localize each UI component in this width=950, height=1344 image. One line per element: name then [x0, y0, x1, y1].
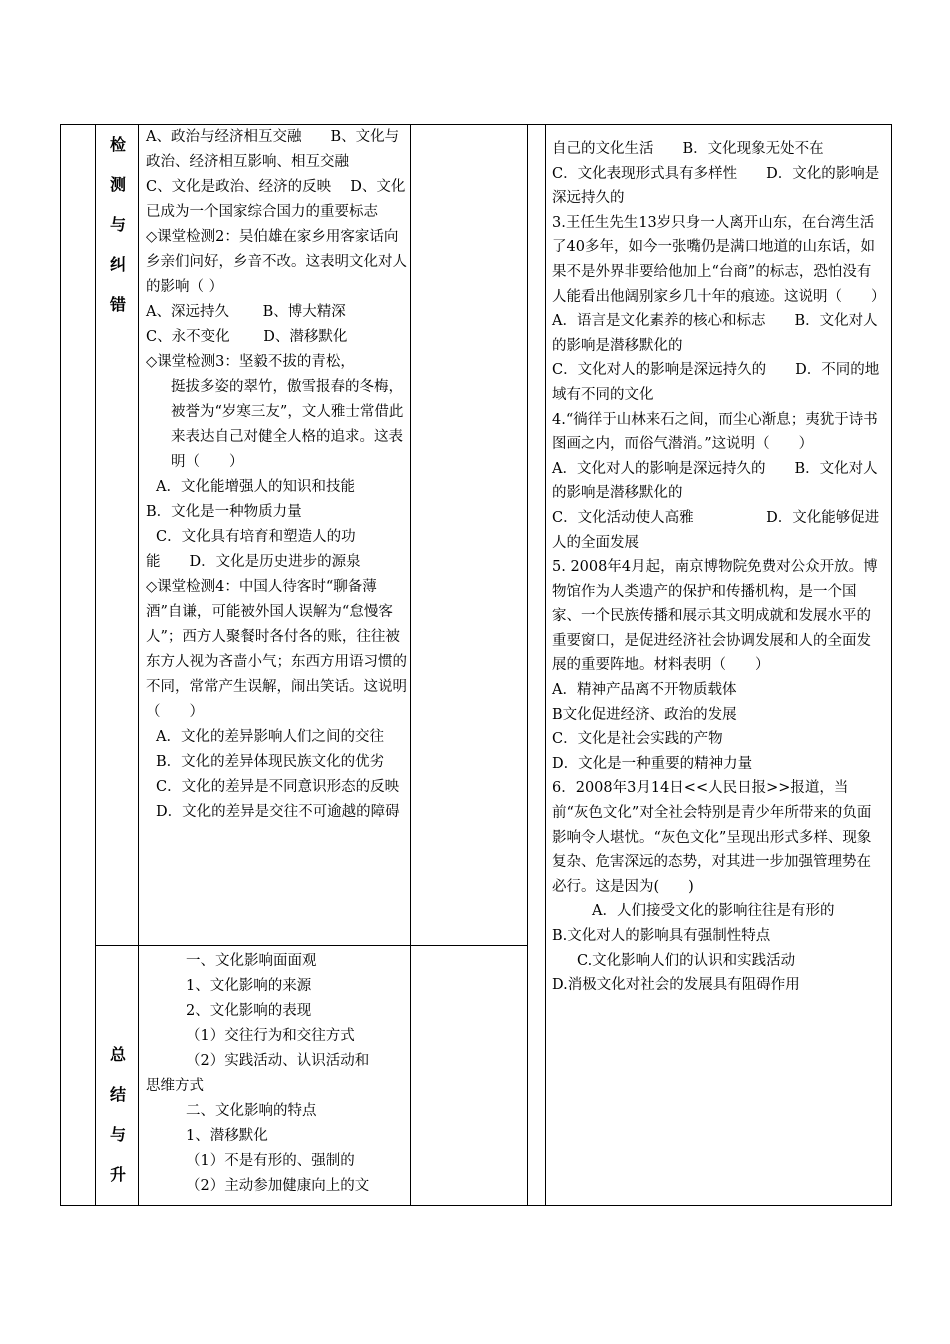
exercise-line: A．语言是文化素养的核心和标志 B．文化对人的影响是潜移默化的 — [552, 313, 878, 354]
label-char: 错 — [109, 295, 126, 314]
exercise-line: 4.“徜徉于山林来石之间，而尘心渐息；夷犹于诗书图画之内，而俗气潜消。”这说明（ ） — [552, 411, 878, 453]
exercise-line: C．文化活动使人高雅 D．文化能够促进人的全面发展 — [552, 509, 880, 551]
check-line: 能 D．文化是历史进步的源泉 — [146, 554, 361, 570]
check-line: B．文化是一种物质力量 — [146, 504, 302, 520]
check-line: C、永不变化 D、潜移默化 — [146, 329, 348, 345]
exercise-line: D.消极文化对社会的发展具有阻碍作用 — [552, 977, 800, 994]
summary-line: 二、文化影响的特点 — [186, 1103, 317, 1119]
exercise-line: C．文化对人的影响是深远持久的 D．不同的地域有不同的文化 — [552, 362, 880, 403]
check-line: ◇课堂检测4：中国人待客时“聊备薄酒”自谦，可能被外国人误解为“怠慢客人”；西方人聚餐时各付各的账，往往被东方人视为吝啬小气；东西方用语习惯的不同，常常产生误解，闹出笑话。这说明（ ） — [146, 579, 407, 720]
exercise-line: A．人们接受文化的影响往往是有形的 — [592, 903, 835, 920]
exercise-line: A．精神产品离不开物质载体 — [552, 682, 737, 699]
column-rule — [410, 125, 411, 1205]
column-rule — [545, 125, 546, 1205]
label-char: 与 — [109, 1125, 126, 1144]
column-rule — [95, 125, 96, 1205]
check-line: C．文化具有培育和塑造人的功 — [156, 529, 356, 545]
exercise-line: C.文化影响人们的认识和实践活动 — [577, 952, 796, 969]
check-line: ◇课堂检测2：吴伯雄在家乡用客家话向乡亲们问好，乡音不改。这表明文化对人的影响（ ） — [146, 229, 407, 295]
check-line: 挺拔多姿的翠竹，傲雪报春的冬梅，被誉为“岁寒三友”，文人雅士常借此来表达自己对健全人格的追求。这表明（ ） — [171, 379, 404, 470]
label-char: 结 — [109, 1085, 126, 1104]
section-label-summary — [97, 1035, 139, 1195]
check-line: A、深远持久 B、博大精深 — [146, 304, 346, 320]
summary-line: 1、潜移默化 — [186, 1128, 268, 1144]
section-label-check — [97, 125, 139, 325]
summary-line: （1）不是有形的、强制的 — [186, 1153, 355, 1169]
summary-line: 思维方式 — [146, 1078, 204, 1094]
check-line: A．文化的差异影响人们之间的交往 B．文化的差异体现民族文化的优劣 — [156, 729, 413, 770]
exercise-line: A．文化对人的影响是深远持久的 B．文化对人的影响是潜移默化的 — [552, 460, 878, 502]
column-rule — [527, 125, 528, 1205]
row-rule — [95, 945, 527, 946]
label-char: 检 — [109, 135, 126, 154]
exercise-line: C．文化表现形式具有多样性 D．文化的影响是深远持久的 — [552, 165, 880, 207]
exercise-content — [552, 137, 886, 998]
label-char: 纠 — [109, 255, 126, 274]
summary-line: 1、文化影响的来源 — [186, 978, 312, 994]
label-char: 升 — [109, 1165, 126, 1184]
exercise-line: 5. 2008年4月起，南京博物院免费对公众开放。博物馆作为人类遗产的保护和传播机构，是一个国家、一个民族传播和展示其文明成就和发展水平的重要窗口，是促进经济社会协调发展和人的全面发展的重要阵地。材料表明（ ） — [552, 559, 878, 674]
exercise-line: 6．2008年3月14日<<人民日报>>报道，当前“灰色文化”对全社会特别是青少年所带来的负面影响令人堪忧。“灰色文化”呈现出形式多样、现象复杂、危害深远的态势，对其进一步加强管理势在必行。这是因为( ) — [552, 780, 872, 895]
check-line: ◇课堂检测3：坚毅不拔的青松， — [146, 354, 355, 370]
check-line: C．文化的差异是不同意识形态的反映 D．文化的差异是交往不可逾越的障碍 — [156, 779, 414, 820]
check-content — [146, 125, 414, 825]
summary-line: （2）主动参加健康向上的文 — [186, 1178, 370, 1194]
check-line: A．文化能增强人的知识和技能 — [156, 479, 355, 495]
summary-line: （2）实践活动、认识活动和 — [186, 1053, 370, 1069]
exercise-line: B文化促进经济、政治的发展 — [552, 706, 737, 723]
exercise-line: B.文化对人的影响具有强制性特点 — [552, 928, 771, 944]
summary-content — [146, 949, 408, 1199]
exercise-line: 自己的文化生活 B．文化现象无处不在 — [552, 141, 824, 157]
label-char: 总 — [109, 1045, 126, 1064]
summary-line: 一、文化影响面面观 — [186, 953, 317, 969]
summary-line: （1）交往行为和交往方式 — [186, 1028, 355, 1044]
summary-line: 2、文化影响的表现 — [186, 1003, 312, 1019]
label-char: 与 — [109, 215, 126, 234]
check-line: A、政治与经济相互交融 B、文化与政治、经济相互影响、相互交融 C、文化是政治、经济的反映 D、文化已成为一个国家综合国力的重要标志 — [146, 129, 406, 220]
exercise-line: D．文化是一种重要的精神力量 — [552, 755, 753, 772]
worksheet-table — [60, 124, 892, 1206]
exercise-line: 3.王任生先生13岁只身一人离开山东，在台湾生活了40多年，如今一张嘴仍是满口地道的山东话，如果不是外界非要给他加上“台商”的标志，恐怕没有人能看出他阔别家乡几十年的痕迹。这说明（ ） — [552, 214, 886, 305]
label-char: 测 — [109, 175, 126, 194]
exercise-line: C．文化是社会实践的产物 — [552, 731, 723, 748]
